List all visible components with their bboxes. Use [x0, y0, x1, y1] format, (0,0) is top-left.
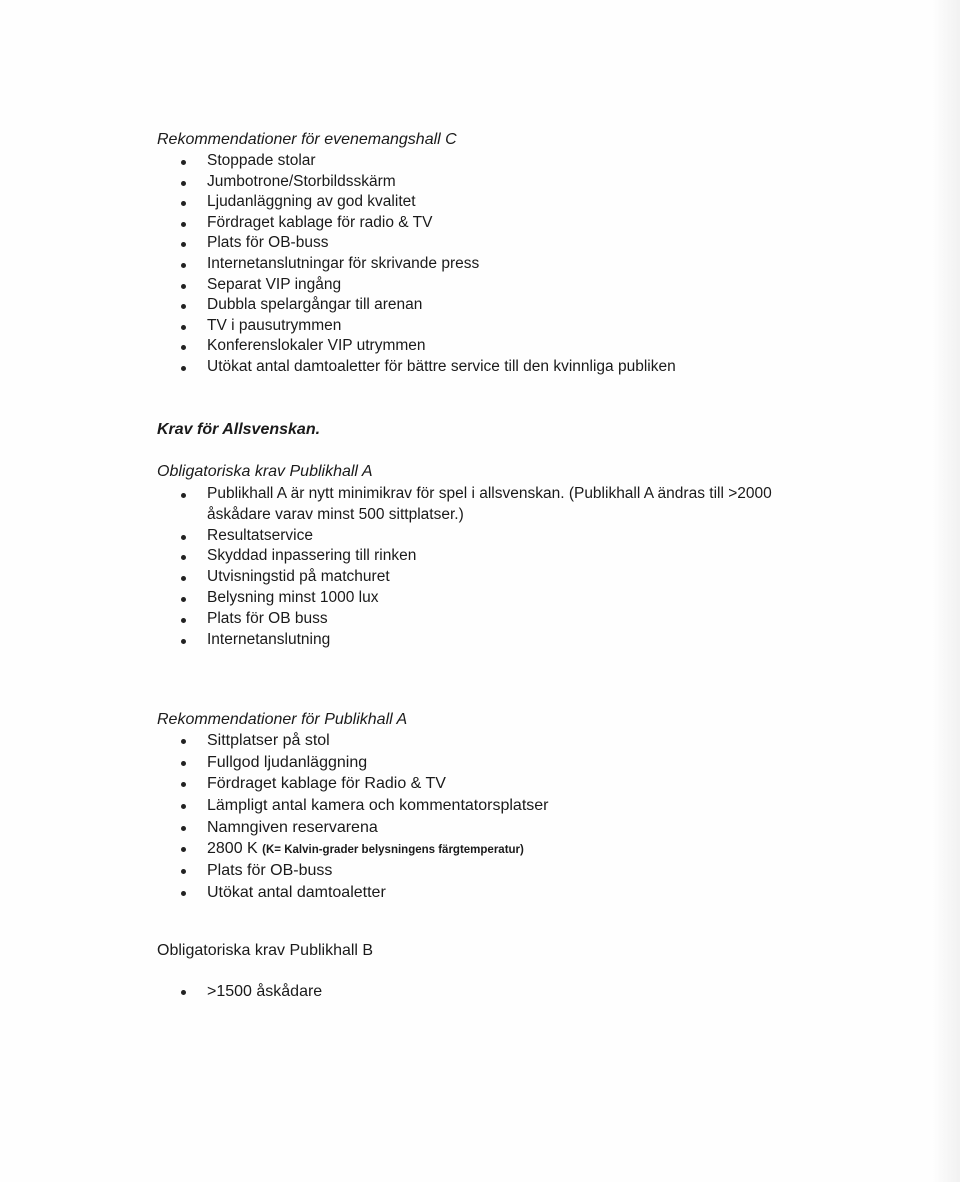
list-item: [0, 817, 960, 839]
list-item-text: Internetanslutning: [207, 630, 331, 648]
list-item-text: Internetanslutningar för skrivande press: [207, 254, 480, 272]
list-item-text: Belysning minst 1000 lux: [207, 588, 379, 606]
list-item-text: Sittplatser på stol: [207, 732, 330, 749]
heading-recommend-a: Rekommendationer för Publikhall A: [157, 711, 408, 728]
bullet-icon: [181, 325, 186, 330]
list-item-text: Plats för OB buss: [207, 609, 328, 627]
list-item-text: Fördraget kablage för radio & TV: [207, 213, 433, 231]
list-item-text: Jumbotrone/Storbildsskärm: [207, 172, 396, 190]
list-item-text: Plats för OB-buss: [207, 862, 333, 880]
list-hall-c: [0, 151, 960, 378]
bullet-icon: [181, 263, 186, 268]
list-obligatory-a: [0, 484, 960, 650]
bullet-icon: [181, 990, 186, 995]
list-item: [0, 730, 960, 752]
list-item: [0, 484, 807, 526]
bullet-icon: [181, 304, 186, 309]
list-item: [0, 882, 960, 904]
bullet-icon: [181, 242, 186, 247]
bullet-icon: [181, 639, 186, 644]
list-item-text: Separat VIP ingång: [207, 275, 342, 293]
bullet-icon: [181, 535, 186, 540]
list-item: [0, 295, 960, 316]
list-item-text: Stoppade stolar: [207, 152, 316, 169]
bullet-icon: [181, 761, 186, 766]
bullet-icon: [181, 739, 186, 744]
list-obligatory-b: [0, 981, 960, 1003]
list-item: [0, 357, 960, 378]
list-item-text: Resultatservice: [207, 526, 313, 544]
list-item: [0, 860, 960, 882]
bullet-icon: [181, 555, 186, 560]
list-item: [0, 567, 960, 588]
list-item-text: Publikhall A är nytt minimikrav för spel i allsvenskan. (Publikhall A ändras till >2000 åskådare varav minst 500 sittplatser.): [207, 485, 772, 523]
list-item-text: Lämpligt antal kamera och kommentatorsplatser: [207, 797, 549, 815]
heading-allsvenskan: Krav för Allsvenskan.: [157, 421, 321, 438]
list-item: [0, 172, 960, 193]
list-recommend-a: [0, 730, 960, 904]
list-item: [0, 838, 960, 860]
bullet-icon: [181, 345, 186, 350]
list-item-text: >1500 åskådare: [207, 983, 323, 1000]
heading-obligatory-b: Obligatoriska krav Publikhall B: [157, 942, 374, 959]
list-item-text: Fördraget kablage för Radio & TV: [207, 775, 446, 793]
heading-hall-c: Rekommendationer för evenemangshall C: [157, 131, 457, 148]
list-item-text: Utvisningstid på matchuret: [207, 568, 390, 586]
bullet-icon: [181, 201, 186, 206]
list-item: [0, 151, 960, 172]
list-item-text: 2800 K: [207, 840, 258, 858]
list-item: [0, 773, 960, 795]
list-item-text: Namngiven reservarena: [207, 818, 378, 836]
list-item-text: Plats för OB-buss: [207, 234, 329, 252]
list-item: [0, 192, 960, 213]
list-item: [0, 588, 960, 609]
bullet-icon: [181, 804, 186, 809]
list-item: [0, 213, 960, 234]
list-item-text: Skyddad inpassering till rinken: [207, 547, 417, 565]
bullet-icon: [181, 782, 186, 787]
list-item-text: Dubbla spelargångar till arenan: [207, 296, 423, 314]
list-item: [0, 526, 960, 547]
bullet-icon: [181, 181, 186, 186]
bullet-icon: [181, 160, 186, 165]
list-item: [0, 233, 960, 254]
list-item: [0, 630, 960, 651]
list-item: [0, 275, 960, 296]
kelvin-note: (K= Kalvin-grader belysningens färgtemperatur): [262, 844, 524, 857]
list-item-text: Fullgod ljudanläggning: [207, 753, 368, 771]
bullet-icon: [181, 847, 186, 852]
list-item: [0, 609, 960, 630]
list-item: [0, 546, 960, 567]
heading-obligatory-a: Obligatoriska krav Publikhall A: [157, 463, 373, 480]
list-item: [0, 336, 960, 357]
list-item: [0, 795, 960, 817]
list-item: [0, 752, 960, 774]
bullet-icon: [181, 284, 186, 289]
list-item-text: TV i pausutrymmen: [207, 316, 342, 334]
bullet-icon: [181, 891, 186, 896]
bullet-icon: [181, 493, 186, 498]
list-item-text: Konferenslokaler VIP utrymmen: [207, 337, 426, 355]
bullet-icon: [181, 222, 186, 227]
bullet-icon: [181, 618, 186, 623]
bullet-icon: [181, 597, 186, 602]
list-item-text: Utökat antal damtoaletter: [207, 883, 386, 901]
bullet-icon: [181, 826, 186, 831]
list-item-text: Utökat antal damtoaletter för bättre service till den kvinnliga publiken: [207, 357, 676, 375]
list-item: [0, 981, 960, 1003]
list-item: [0, 316, 960, 337]
bullet-icon: [181, 366, 186, 371]
list-item: [0, 254, 960, 275]
bullet-icon: [181, 576, 186, 581]
list-item-text: Ljudanläggning av god kvalitet: [207, 193, 416, 211]
bullet-icon: [181, 869, 186, 874]
